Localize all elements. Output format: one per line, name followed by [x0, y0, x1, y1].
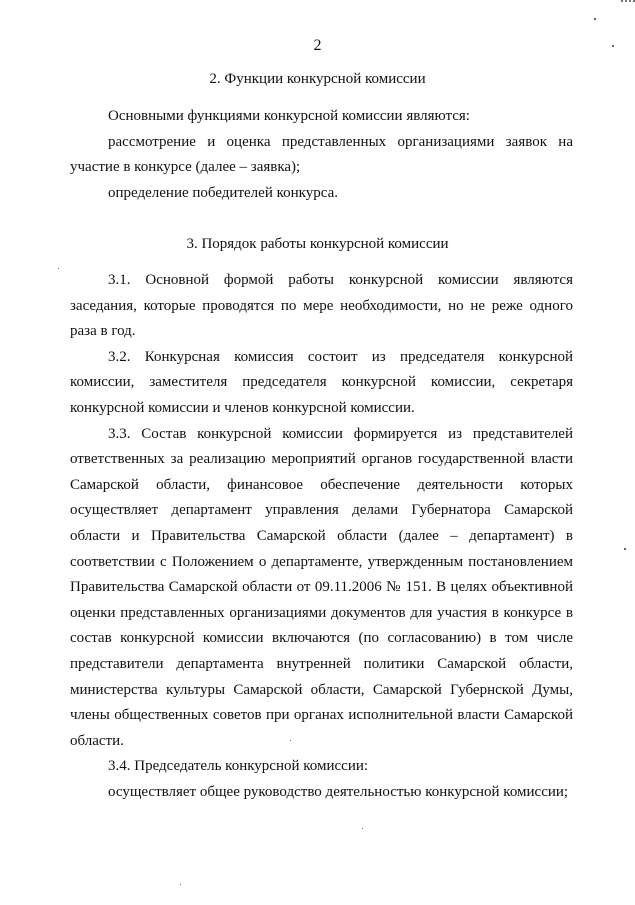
scan-speck [362, 828, 363, 829]
scan-speck [594, 18, 596, 20]
section-3-paragraph-3-3: 3.3. Состав конкурсной комиссии формируется из представителей ответственных за реализацию мероприятий органов государственной власти Самарской области, финансовое обеспечение деятельности которых осуществляет департамент управления делами Губернатора Самарской области и Правительства Самарской области (далее – департамент) в соответствии с Положением о департаменте, утвержденным постановлением Правительства Самарской области от 09.11.2006 № 151. В целях объективной оценки представленных организациями документов для участия в конкурсе в состав конкурсной комиссии включаются (по согласованию) в том числе представители департамента внутренней политики Самарской области, министерства культуры Самарской области, Самарской Губернской Думы, члены общественных советов при органах исполнительной власти Самарской области. [70, 425, 573, 749]
section-3-heading: 3. Порядок работы конкурсной комиссии [186, 236, 449, 252]
section-2-body [70, 104, 573, 206]
scan-speck [624, 548, 626, 550]
section-3-body [70, 268, 573, 805]
section-3-paragraph-general-management: осуществляет общее руководство деятельностью конкурсной комиссии; [108, 783, 569, 800]
section-2-paragraph-winners: определение победителей конкурса. [108, 184, 338, 201]
section-3-paragraph-3-2: 3.2. Конкурсная комиссия состоит из председателя конкурсной комиссии, заместителя председателя конкурсной комиссии, секретаря конкурсной комиссии и членов конкурсной комиссии. [70, 348, 573, 416]
scan-speck [180, 884, 181, 885]
page-number: 2 [313, 37, 322, 54]
section-2-paragraph-review: рассмотрение и оценка представленных организациями заявок на участие в конкурсе (далее – заявка); [70, 133, 573, 176]
section-3-paragraph-3-1: 3.1. Основной формой работы конкурсной комиссии являются заседания, которые проводятся по мере необходимости, но не реже одного раза в год. [70, 272, 573, 340]
section-3-paragraph-3-4: 3.4. Председатель конкурсной комиссии: [108, 758, 369, 775]
section-2-heading: 2. Функции конкурсной комиссии [209, 71, 426, 87]
scan-speck [290, 740, 291, 741]
scan-edge-mark [621, 0, 635, 8]
section-2-paragraph-intro: Основными функциями конкурсной комиссии являются: [108, 108, 470, 124]
scan-speck [612, 45, 614, 47]
scan-speck [58, 268, 59, 269]
